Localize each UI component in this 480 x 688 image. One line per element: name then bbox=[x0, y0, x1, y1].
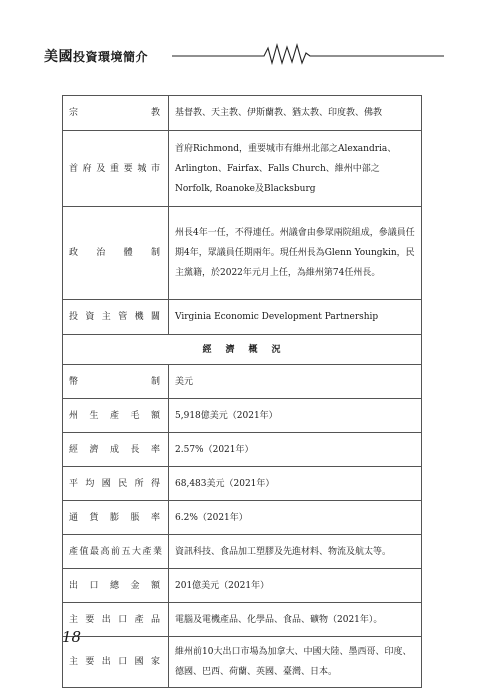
header-title bbox=[44, 46, 148, 66]
row-label-income: 平均國民所得 bbox=[63, 467, 169, 501]
header-title-rest: 投資環境簡介 bbox=[73, 50, 149, 64]
row-value-income: 68,483美元（2021年） bbox=[169, 467, 422, 501]
row-value-agency: Virginia Economic Development Partnership bbox=[169, 300, 422, 335]
row-label-top-industries: 產值最高前五大產業 bbox=[63, 535, 169, 569]
table-row bbox=[63, 300, 422, 335]
row-label-government: 政治體制 bbox=[63, 207, 169, 300]
row-label-inflation: 通貨膨脹率 bbox=[63, 501, 169, 535]
row-label-export-products: 主要出口產品 bbox=[63, 603, 169, 637]
running-header bbox=[44, 42, 444, 68]
table-row bbox=[63, 365, 422, 399]
row-label-export-countries: 主要出口國家 bbox=[63, 637, 169, 688]
row-label-currency: 幣制 bbox=[63, 365, 169, 399]
row-label-religion: 宗教 bbox=[63, 96, 169, 131]
row-value-gsp: 5,918億美元（2021年） bbox=[169, 399, 422, 433]
table-row bbox=[63, 433, 422, 467]
table-row bbox=[63, 501, 422, 535]
row-value-religion: 基督教、天主教、伊斯蘭教、猶太教、印度教、佛教 bbox=[169, 96, 422, 131]
row-label-agency: 投資主管機關 bbox=[63, 300, 169, 335]
row-label-export-total: 出口總金額 bbox=[63, 569, 169, 603]
table-row bbox=[63, 569, 422, 603]
row-value-growth: 2.57%（2021年） bbox=[169, 433, 422, 467]
page-number: 18 bbox=[62, 628, 82, 646]
table-row bbox=[63, 535, 422, 569]
row-value-government: 州長4年一任，不得連任。州議會由參眾兩院組成，參議員任期4年，眾議員任期兩年。現任州長為Glenn Youngkin，民主黨籍，於2022年元月上任，為維州第74任州長。 bbox=[169, 207, 422, 300]
row-label-growth: 經濟成長率 bbox=[63, 433, 169, 467]
row-value-export-products: 電腦及電機產品、化學品、食品、礦物（2021年）。 bbox=[169, 603, 422, 637]
row-value-export-total: 201億美元（2021年） bbox=[169, 569, 422, 603]
section-title: 經濟概況 bbox=[63, 335, 422, 365]
table-row bbox=[63, 637, 422, 688]
row-value-currency: 美元 bbox=[169, 365, 422, 399]
row-label-gsp: 州生產毛額 bbox=[63, 399, 169, 433]
table-row bbox=[63, 96, 422, 131]
row-value-inflation: 6.2%（2021年） bbox=[169, 501, 422, 535]
table-row bbox=[63, 603, 422, 637]
state-info-table bbox=[62, 95, 422, 688]
table-row bbox=[63, 399, 422, 433]
section-row bbox=[63, 335, 422, 365]
table-row bbox=[63, 207, 422, 300]
table-row bbox=[63, 467, 422, 501]
row-value-top-industries: 資訊科技、食品加工塑膠及先進材料、物流及航太等。 bbox=[169, 535, 422, 569]
row-label-capital: 首府及重要城市 bbox=[63, 131, 169, 207]
table-row bbox=[63, 131, 422, 207]
header-title-prefix: 美國 bbox=[44, 49, 73, 65]
row-value-capital: 首府Richmond，重要城市有維州北部之Alexandria、Arlington、Fairfax、Falls Church、維州中部之Norfolk, Roanoke及Blacksburg bbox=[169, 131, 422, 207]
heartbeat-line-decoration bbox=[172, 42, 444, 66]
row-value-export-countries: 維州前10大出口市場為加拿大、中國大陸、墨西哥、印度、德國、巴西、荷蘭、英國、臺灣、日本。 bbox=[169, 637, 422, 688]
